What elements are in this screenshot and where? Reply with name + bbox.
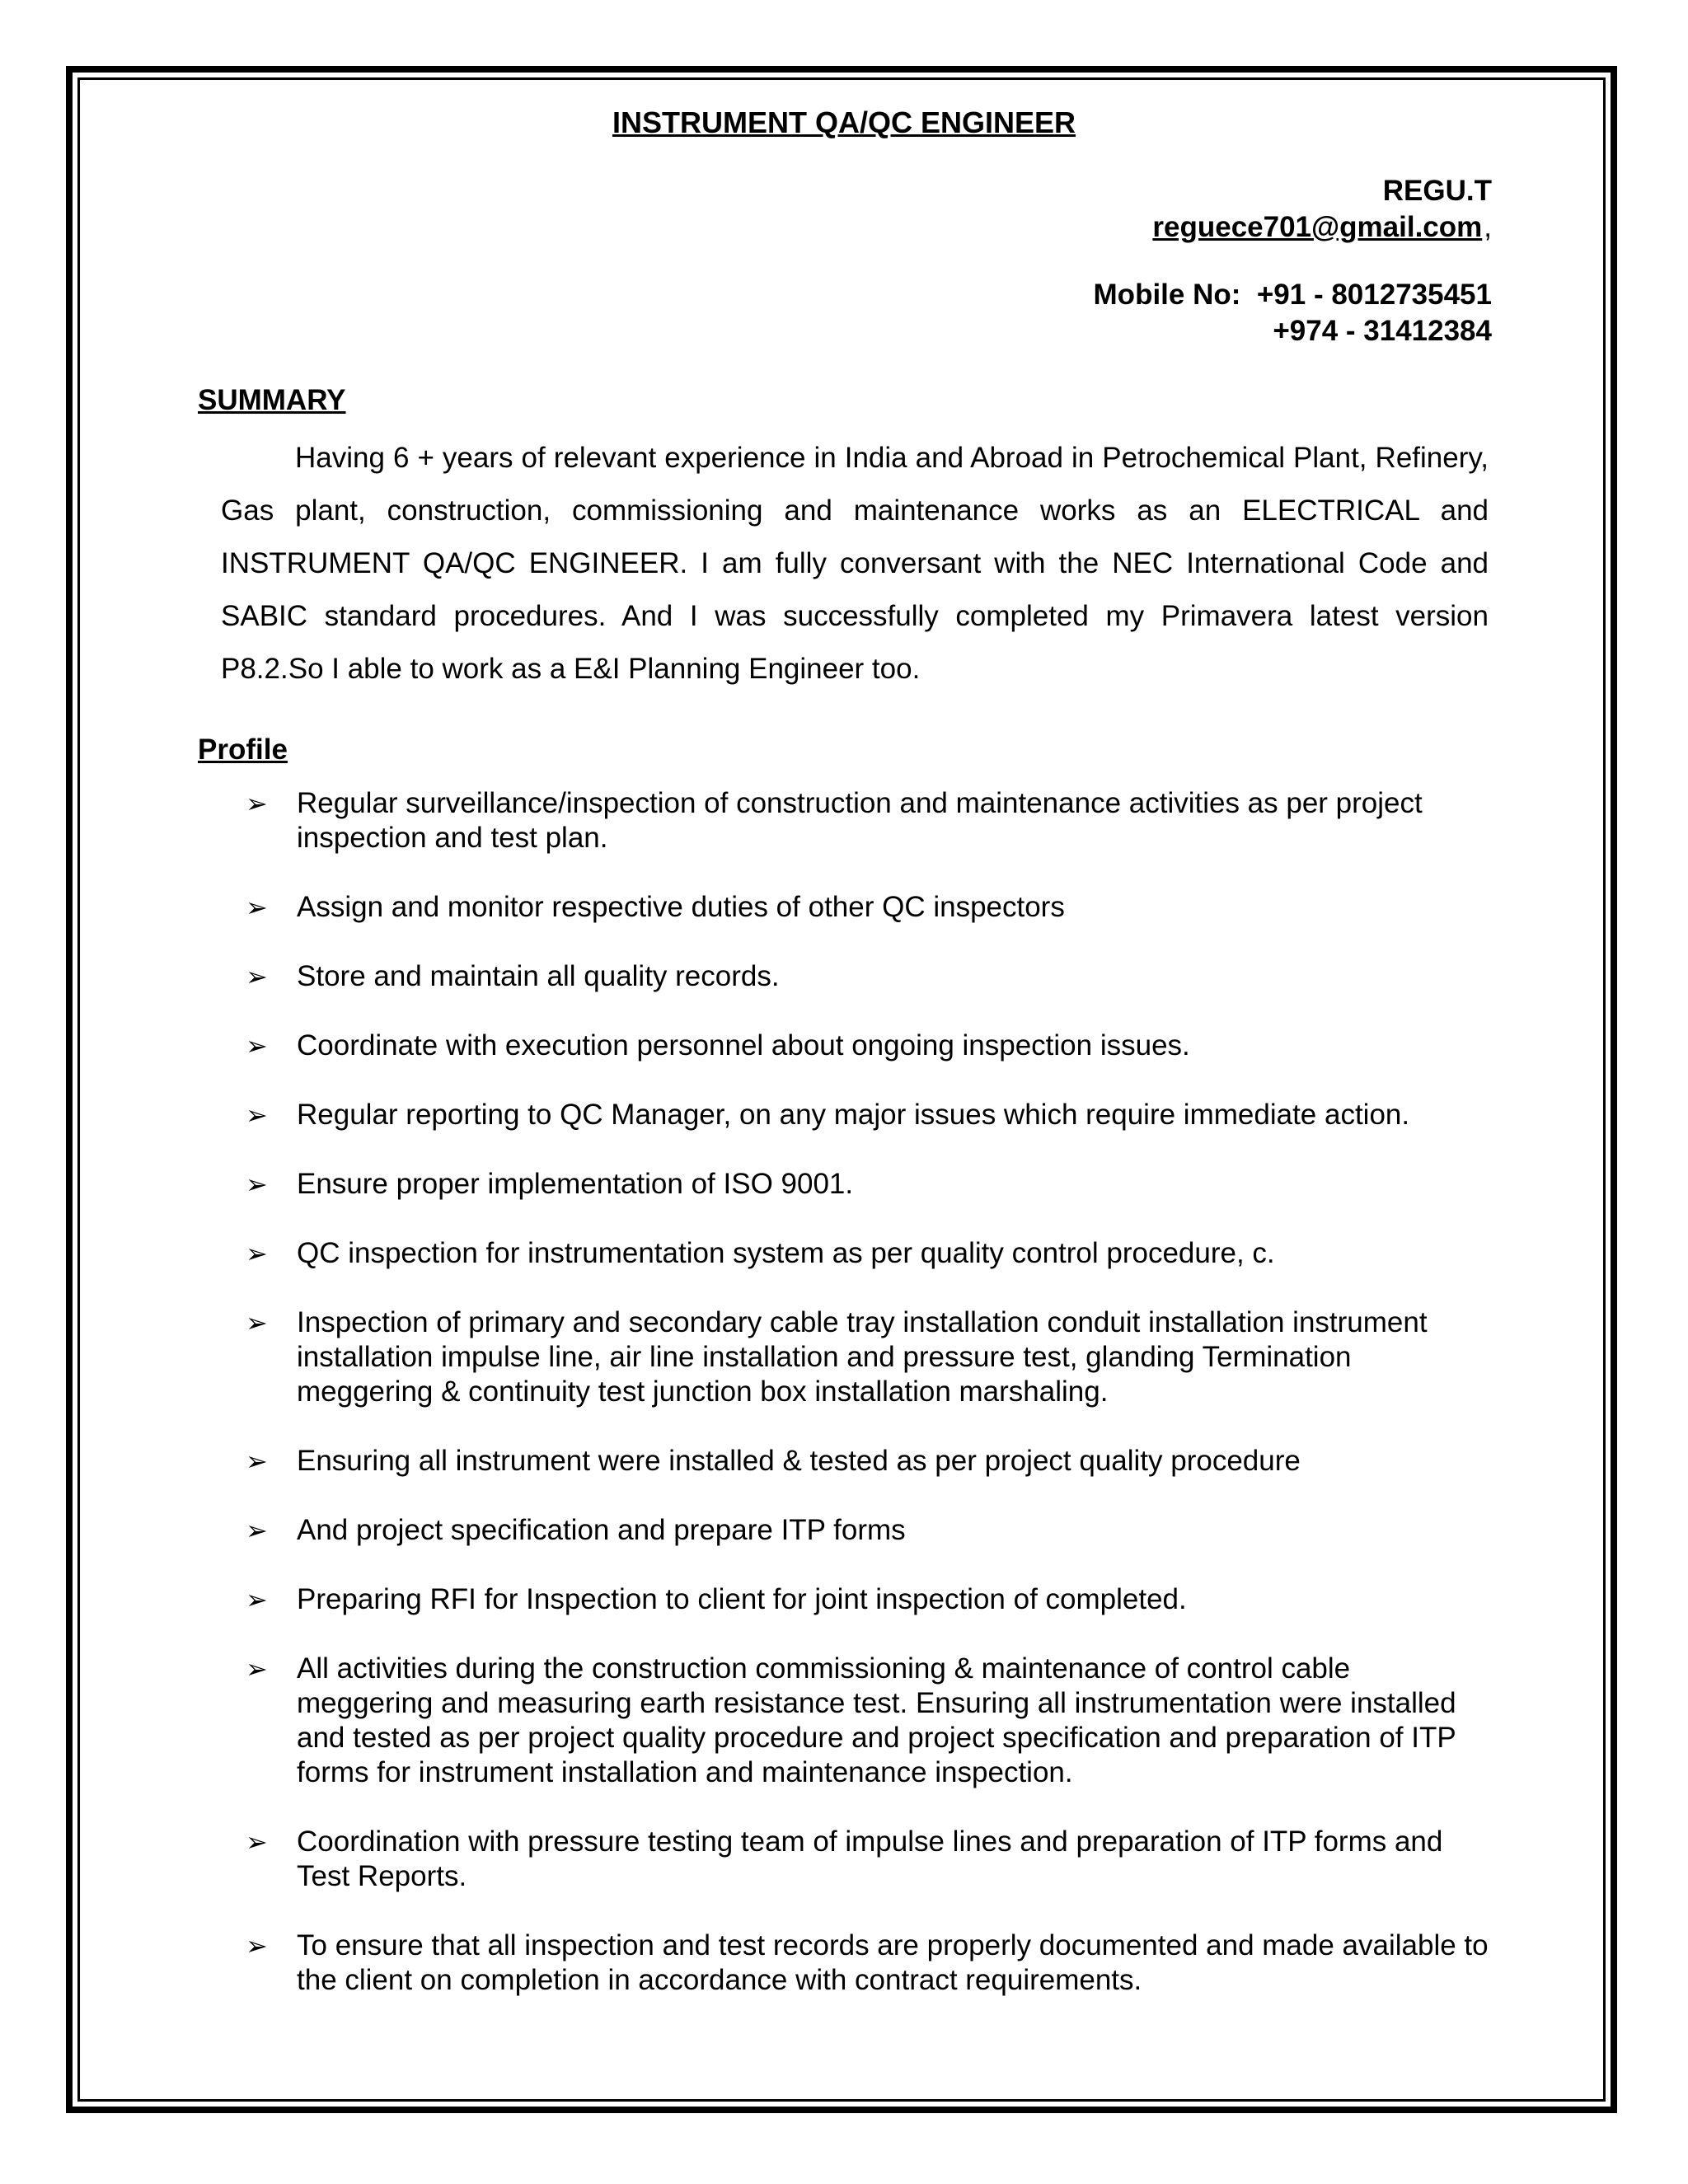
profile-list-item (239, 1236, 1492, 1271)
arrowhead-bullet-icon: ➢ (246, 1585, 268, 1615)
arrowhead-bullet-icon: ➢ (246, 1100, 268, 1130)
contact-block (750, 173, 1492, 349)
profile-item-text: Ensuring all instrument were installed & tested as per project quality procedure (297, 1445, 1301, 1477)
profile-list-item (239, 1167, 1492, 1202)
profile-item-text: QC inspection for instrumentation system as per quality control procedure, c. (297, 1237, 1275, 1269)
profile-item-text: Coordinate with execution personnel about ongoing inspection issues. (297, 1029, 1190, 1062)
profile-item-text: Regular surveillance/inspection of construction and maintenance activities as per project inspection and test plan. (297, 787, 1423, 854)
arrowhead-bullet-icon: ➢ (246, 789, 268, 818)
arrowhead-bullet-icon: ➢ (246, 1654, 268, 1684)
profile-item-text: Preparing RFI for Inspection to client for joint inspection of completed. (297, 1583, 1187, 1615)
profile-list-item (239, 1825, 1492, 1894)
arrowhead-bullet-icon: ➢ (246, 1169, 268, 1199)
profile-list-item (239, 1929, 1492, 1998)
arrowhead-bullet-icon: ➢ (246, 1931, 268, 1961)
profile-item-text: All activities during the construction commissioning & maintenance of control cable meggering and measuring earth resistance test. Ensuring all instrumentation were installed and tested as per project quality procedure and project specification and preparation of ITP forms for instrument installation and maintenance inspection. (297, 1652, 1456, 1788)
profile-list-item (239, 1582, 1492, 1617)
profile-item-text: Assign and monitor respective duties of other QC inspectors (297, 891, 1065, 923)
profile-item-text: Inspection of primary and secondary cable tray installation conduit installation instrument installation impulse line, air line installation and pressure test, glanding Termination meggering & continuity test junction box installation marshaling. (297, 1306, 1428, 1408)
mobile-row (750, 277, 1492, 313)
profile-item-text: Ensure proper implementation of ISO 9001. (297, 1168, 854, 1200)
arrowhead-bullet-icon: ➢ (246, 962, 268, 991)
summary-heading: SUMMARY (198, 384, 346, 416)
arrowhead-bullet-icon: ➢ (246, 1446, 268, 1476)
arrowhead-bullet-icon: ➢ (246, 1827, 268, 1857)
arrowhead-bullet-icon: ➢ (246, 1516, 268, 1545)
mobile-number-india: +91 - 8012735451 (1256, 279, 1492, 311)
profile-list-item (239, 1029, 1492, 1063)
profile-heading: Profile (198, 733, 288, 766)
profile-list-item (239, 1305, 1492, 1409)
summary-text: Having 6 + years of relevant experience in India and Abroad in Petrochemical Plant, Refinery, Gas plant, construction, commissioning and maintenance works as an ELECTRICAL and INSTRUMENT QA/QC ENGINEER. I am fully conversant with the NEC International Code and SABIC standard procedures. And I was successfully completed my Primavera latest version P8.2.So I able to work as a E&I Planning Engineer too. (221, 442, 1489, 685)
email-suffix: , (1484, 211, 1492, 243)
arrowhead-bullet-icon: ➢ (246, 893, 268, 922)
profile-list-item (239, 1444, 1492, 1479)
profile-list (239, 786, 1492, 2032)
mobile-row-2 (750, 313, 1492, 349)
profile-list-item (239, 786, 1492, 855)
profile-list-item (239, 1098, 1492, 1132)
profile-item-text: Coordination with pressure testing team of impulse lines and preparation of ITP forms and Test Reports. (297, 1825, 1443, 1892)
profile-item-text: And project specification and prepare ITP forms (297, 1514, 906, 1546)
summary-paragraph (221, 432, 1489, 696)
profile-list-item (239, 1652, 1492, 1790)
mobile-label: Mobile No: (1093, 279, 1241, 311)
arrowhead-bullet-icon: ➢ (246, 1308, 268, 1338)
profile-list-item (239, 890, 1492, 925)
profile-item-text: To ensure that all inspection and test records are properly documented and made available to the client on completion in accordance with contract requirements. (297, 1929, 1489, 1996)
arrowhead-bullet-icon: ➢ (246, 1031, 268, 1061)
arrowhead-bullet-icon: ➢ (246, 1239, 268, 1268)
profile-item-text: Store and maintain all quality records. (297, 960, 780, 992)
candidate-name: REGU.T (1382, 175, 1492, 207)
profile-list-item (239, 1513, 1492, 1548)
email-line (750, 209, 1492, 246)
profile-item-text: Regular reporting to QC Manager, on any major issues which require immediate action. (297, 1099, 1410, 1131)
mobile-number-qatar: +974 - 31412384 (1273, 315, 1492, 347)
email-link[interactable]: reguece701@gmail.com (1152, 211, 1483, 243)
document-title: INSTRUMENT QA/QC ENGINEER (612, 105, 1076, 139)
profile-list-item (239, 959, 1492, 994)
